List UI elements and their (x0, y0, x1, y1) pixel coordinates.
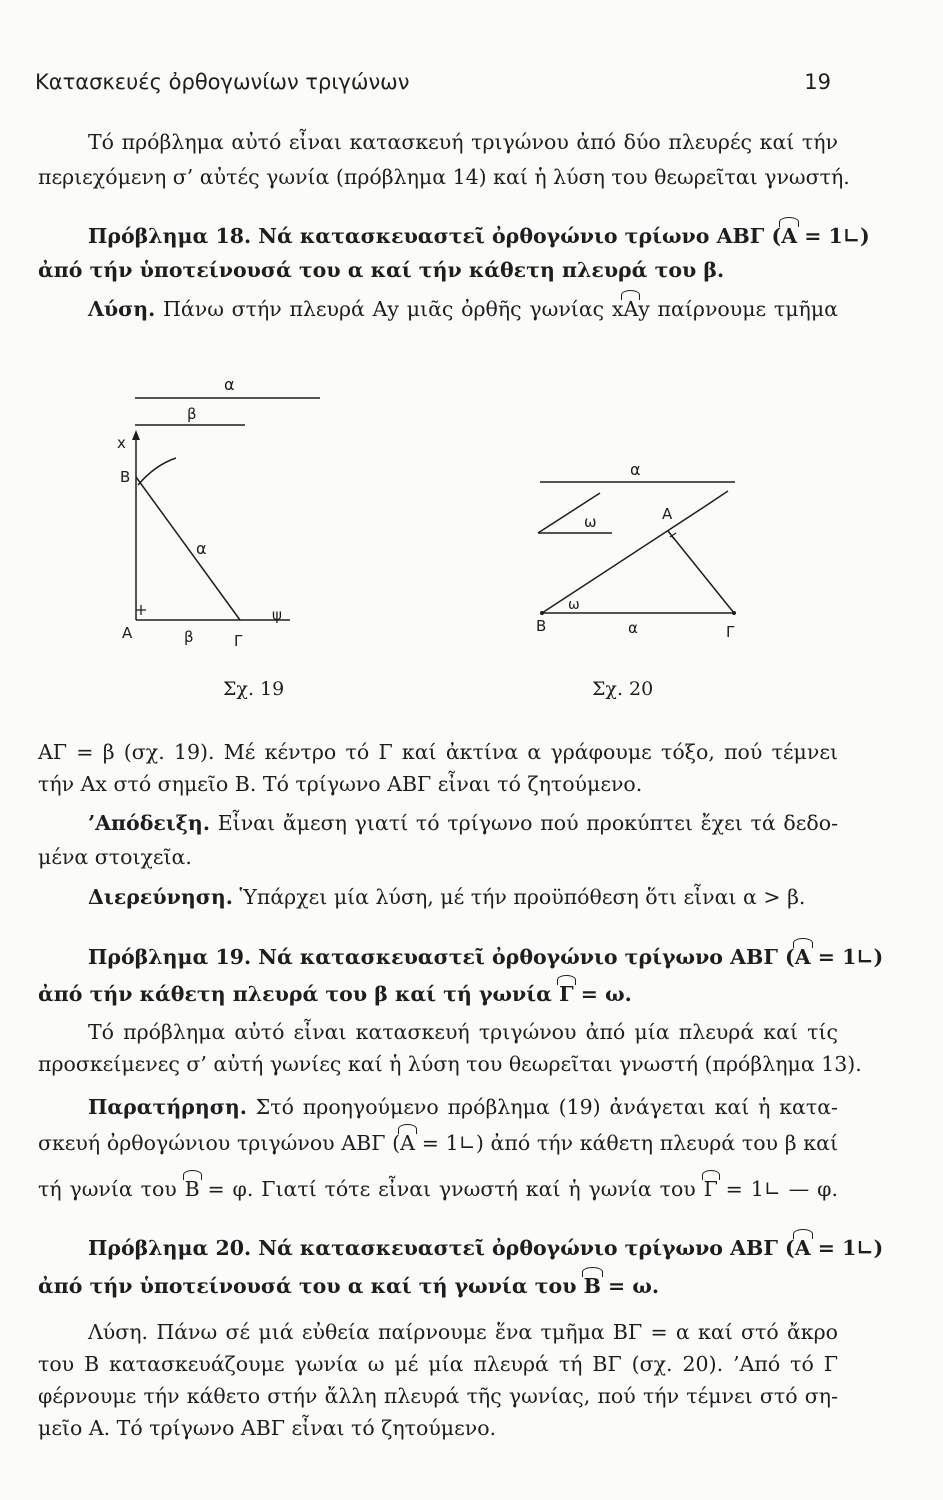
label-hyp: α (196, 539, 207, 558)
problem-18-heading: Πρόβλημα 18. Νά κατασκευαστεῖ ὀρθογώνιο τρίωνο ΑΒΓ (Α = 1∟) (88, 224, 870, 248)
solution-20-line: Λύση. Πάνω σέ μιά εὐθεία παίρνουμε ἕνα τμῆμα ΒΓ = α καί στό ἄκρο (88, 1320, 838, 1344)
label-alpha-segment: α (630, 460, 641, 479)
solution-20-line: μεῖο Α. Τό τρίγωνο ΑΒΓ εἶναι τό ζητούμενο. (38, 1416, 497, 1440)
note-line: σκευή ὀρθογώνιου τριγώνου ΑΒΓ (Α = 1∟) ἀπό τήν κάθετη πλευρά του β καί (38, 1131, 838, 1155)
arc-mark (138, 458, 176, 485)
label-beta-segment: β (187, 405, 197, 423)
label-omega-B: ω (568, 597, 580, 613)
solution-18-line: Λύση. Πάνω στήν πλευρά Αy μιᾶς ὀρθῆς γωνίας xAy παίρνουμε τμῆμα (88, 297, 839, 321)
angle-hat: Β (583, 1274, 601, 1298)
label-x: x (117, 434, 126, 452)
figure-20 (530, 455, 770, 655)
label-G: Γ (726, 623, 735, 641)
paragraph-line: Τό πρόβλημα αὐτό εἶναι κατασκευή τριγώνου ἀπό μία πλευρά καί τίς (88, 1020, 838, 1044)
figure-19 (100, 370, 320, 660)
solution-label: Λύση. (88, 297, 156, 321)
side-AG (668, 531, 734, 613)
right-angle-mark (668, 531, 676, 539)
angle-hat: Α (794, 945, 811, 969)
label-A: A (662, 505, 673, 523)
problem-19-heading: Πρόβλημα 19. Νά κατασκευαστεῖ ὀρθογώνιο τρίγωνο ΑΒΓ (Α = 1∟) (88, 945, 884, 969)
solution-20-line: φέρνουμε τήν κάθετο στήν ἄλλη πλευρά τῆς γωνίας, πού τήν τέμνει στό ση- (38, 1384, 838, 1408)
right-angle-mark (136, 605, 146, 615)
label-A: A (122, 624, 133, 642)
note-line: τή γωνία του Β = φ. Γιατί τότε εἶναι γνωστή καί ἡ γωνία του Γ = 1∟ — φ. (38, 1177, 838, 1201)
paragraph-line: περιεχόμενη σ’ αὐτές γωνία (πρόβλημα 14) καί ἡ λύση του θεωρεῖται γνωστή. (38, 165, 850, 189)
figure-20-caption: Σχ. 20 (592, 678, 654, 700)
problem-number: Πρόβλημα 19. (88, 945, 252, 969)
proof-line: ’Απόδειξη. Εἶναι ἄμεση γιατί τό τρίγωνο πού προκύπτει ἔχει τά δεδο- (88, 811, 838, 835)
label-y: ψ (272, 606, 282, 624)
label-base: α (628, 619, 638, 637)
problem-number: Πρόβλημα 20. (88, 1236, 252, 1260)
problem-19-line: ἀπό τήν κάθετη πλευρά του β καί τή γωνία Γ = ω. (38, 982, 632, 1006)
discussion-label: Διερεύνηση. (88, 885, 233, 909)
angle-hat: Α (781, 224, 798, 248)
proof-line: μένα στοιχεῖα. (38, 845, 192, 869)
paragraph-line: προσκείμενες σ’ αὐτή γωνίες καί ἡ λύση του θεωρεῖται γνωστή (πρόβλημα 13). (38, 1052, 862, 1076)
proof-label: ’Απόδειξη. (88, 811, 210, 835)
angle-hat: Γ (703, 1177, 718, 1201)
problem-18-line: ἀπό τήν ὑποτείνουσά του α καί τήν κάθετη πλευρά του β. (38, 258, 725, 282)
label-alpha-segment: α (224, 375, 235, 394)
hypotenuse (136, 477, 240, 620)
page-number: 19 (804, 70, 831, 94)
solution-18-line: τήν Αx στό σημεῖο Β. Τό τρίγωνο ΑΒΓ εἶναι τό ζητούμενο. (38, 772, 643, 796)
discussion-line: Διερεύνηση. Ὑπάρχει μία λύση, μέ τήν προϋπόθεση ὅτι εἶναι α > β. (88, 885, 806, 909)
label-G: Γ (234, 632, 243, 650)
paragraph-line: Τό πρόβλημα αὐτό εἶναι κατασκευή τριγώνου ἀπό δύο πλευρές καί τήν (88, 130, 838, 154)
angle-hat: Β (184, 1177, 200, 1201)
angle-hat: Γ (559, 982, 574, 1006)
problem-number: Πρόβλημα 18. (88, 224, 252, 248)
label-beta-base: β (184, 628, 194, 646)
label-B: B (536, 617, 547, 635)
solution-label: Λύση. (88, 1320, 149, 1344)
running-header-title: Κατασκευές ὀρθογωνίων τριγώνων (35, 70, 410, 94)
note-label: Παρατήρηση. (88, 1095, 247, 1119)
angle-hat: Α (400, 1131, 415, 1155)
angle-hat: Α (794, 1236, 811, 1260)
side-BA-extension (704, 491, 728, 507)
problem-20-line: ἀπό τήν ὑποτείνουσά του α καί τή γωνία του Β = ω. (38, 1274, 660, 1298)
solution-18-line: ΑΓ = β (σχ. 19). Μέ κέντρο τό Γ καί ἀκτίνα α γράφουμε τόξο, πού τέμνει (38, 740, 838, 764)
label-omega-angle: ω (584, 513, 597, 531)
figure-19-caption: Σχ. 19 (223, 678, 285, 700)
label-B: B (120, 468, 131, 486)
side-BA (542, 507, 704, 613)
note-line: Παρατήρηση. Στό προηγούμενο πρόβλημα (19) ἀνάγεται καί ἡ κατα- (88, 1095, 838, 1119)
problem-20-heading: Πρόβλημα 20. Νά κατασκευαστεῖ ὀρθογώνιο τρίγωνο ΑΒΓ (Α = 1∟) (88, 1236, 884, 1260)
solution-20-line: του Β κατασκευάζουμε γωνία ω μέ μία πλευρά τή ΒΓ (σχ. 20). ’Από τό Γ (38, 1352, 838, 1376)
angle-hat: A (623, 297, 639, 321)
